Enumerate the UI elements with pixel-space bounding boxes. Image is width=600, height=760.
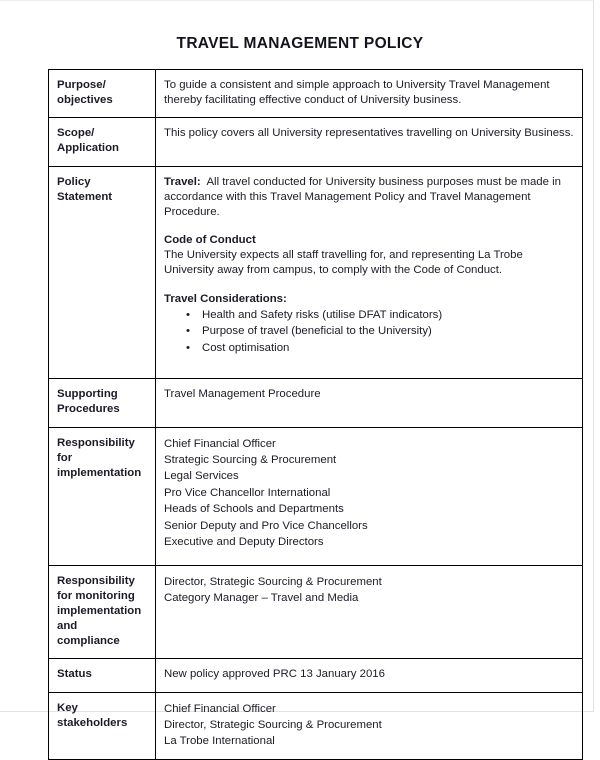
row-body-scope <box>156 118 583 166</box>
list-item-label: Health and Safety risks (utilise DFAT indicators) <box>202 308 443 321</box>
label-line: Application <box>57 142 120 155</box>
row-label-key-stakeholders <box>49 692 156 759</box>
label-line: Responsibility <box>57 436 135 449</box>
travel-label: Travel: <box>164 175 201 188</box>
table-row <box>49 427 583 565</box>
body-line: Executive and Deputy Directors <box>164 536 324 549</box>
row-label-policy-statement <box>49 166 156 379</box>
bullet-icon: • <box>186 341 190 354</box>
body-line: Heads of Schools and Departments <box>164 503 344 516</box>
travel-considerations-heading: Travel Considerations: <box>164 292 287 305</box>
travel-paragraph <box>164 175 575 220</box>
body-line: Pro Vice Chancellor International <box>164 486 331 499</box>
page-title: TRAVEL MANAGEMENT POLICY <box>176 35 424 52</box>
label-line: implementation <box>57 466 142 479</box>
row-body-purpose <box>156 70 583 118</box>
travel-text: All travel conducted for University business purposes must be made in accordance with this Travel Management Policy and Travel Management Procedure. <box>164 175 561 218</box>
row-body-policy-statement <box>156 166 583 379</box>
body-line: Director, Strategic Sourcing & Procurement <box>164 575 382 588</box>
list-item <box>164 340 575 357</box>
label-line: objectives <box>57 94 113 107</box>
label-line: Procedures <box>57 403 120 416</box>
spacer <box>164 356 575 369</box>
list-item-label: Cost optimisation <box>202 341 290 354</box>
row-label-responsibility-monitoring <box>49 565 156 659</box>
bullet-icon: • <box>186 308 190 321</box>
table-row <box>49 70 583 118</box>
table-row <box>49 659 583 692</box>
body-line: Strategic Sourcing & Procurement <box>164 454 337 467</box>
code-of-conduct-text: The University expects all staff travelling for, and representing La Trobe University away from campus, to comply with the Code of Conduct. <box>164 249 523 277</box>
body-line: To guide a consistent and simple approach to University Travel Management <box>164 79 550 91</box>
label-line: compliance <box>57 635 120 648</box>
body-line: Chief Financial Officer <box>164 437 276 450</box>
label-line: Purpose/ <box>57 79 106 91</box>
body-line: This policy covers all University representatives travelling on University Business. <box>164 127 574 140</box>
table-row <box>49 166 583 379</box>
row-label-scope <box>49 118 156 166</box>
label-line: and <box>57 620 78 633</box>
body-line: Chief Financial Officer <box>164 702 276 715</box>
body-line: Legal Services <box>164 470 239 483</box>
travel-considerations-block <box>164 292 575 357</box>
row-body-responsibility-implementation <box>156 427 583 565</box>
table-row <box>49 379 583 427</box>
list-item-label: Purpose of travel (beneficial to the University) <box>202 325 432 338</box>
table-row <box>49 692 583 759</box>
row-label-supporting-procedures <box>49 379 156 427</box>
label-line: stakeholders <box>57 716 128 729</box>
row-body-supporting-procedures <box>156 379 583 427</box>
label-line: implementation <box>57 604 142 617</box>
list-item <box>164 323 575 340</box>
row-body-responsibility-monitoring <box>156 565 583 659</box>
list-item <box>164 307 575 324</box>
body-line: thereby facilitating effective conduct of University business. <box>164 94 462 107</box>
row-label-responsibility-implementation <box>49 427 156 565</box>
table-row <box>49 565 583 659</box>
status-badge: New policy approved PRC 13 January 2016 <box>164 668 385 681</box>
label-line: Status <box>57 668 92 681</box>
label-line: for <box>57 451 73 464</box>
row-label-purpose <box>49 70 156 118</box>
policy-table <box>48 69 583 760</box>
label-line: for monitoring <box>57 589 135 602</box>
travel-considerations-list <box>164 307 575 357</box>
row-body-status <box>156 659 583 692</box>
bullet-icon: • <box>186 325 190 338</box>
label-line: Statement <box>57 190 113 203</box>
row-label-status <box>49 659 156 692</box>
code-of-conduct-heading: Code of Conduct <box>164 234 256 247</box>
label-line: Policy <box>57 175 91 188</box>
spacer <box>164 220 575 233</box>
table-row <box>49 118 583 166</box>
body-line: Director, Strategic Sourcing & Procurement <box>164 718 382 731</box>
row-body-key-stakeholders <box>156 692 583 759</box>
label-line: Supporting <box>57 388 118 401</box>
body-line: Category Manager – Travel and Media <box>164 592 359 604</box>
label-line: Responsibility <box>57 574 135 587</box>
body-line: La Trobe International <box>164 735 275 748</box>
code-of-conduct-block <box>164 233 575 278</box>
body-line: Senior Deputy and Pro Vice Chancellors <box>164 519 368 532</box>
spacer <box>164 279 575 292</box>
label-line: Scope/ <box>57 127 95 140</box>
body-line: Travel Management Procedure <box>164 388 321 401</box>
label-line: Key <box>57 701 78 714</box>
